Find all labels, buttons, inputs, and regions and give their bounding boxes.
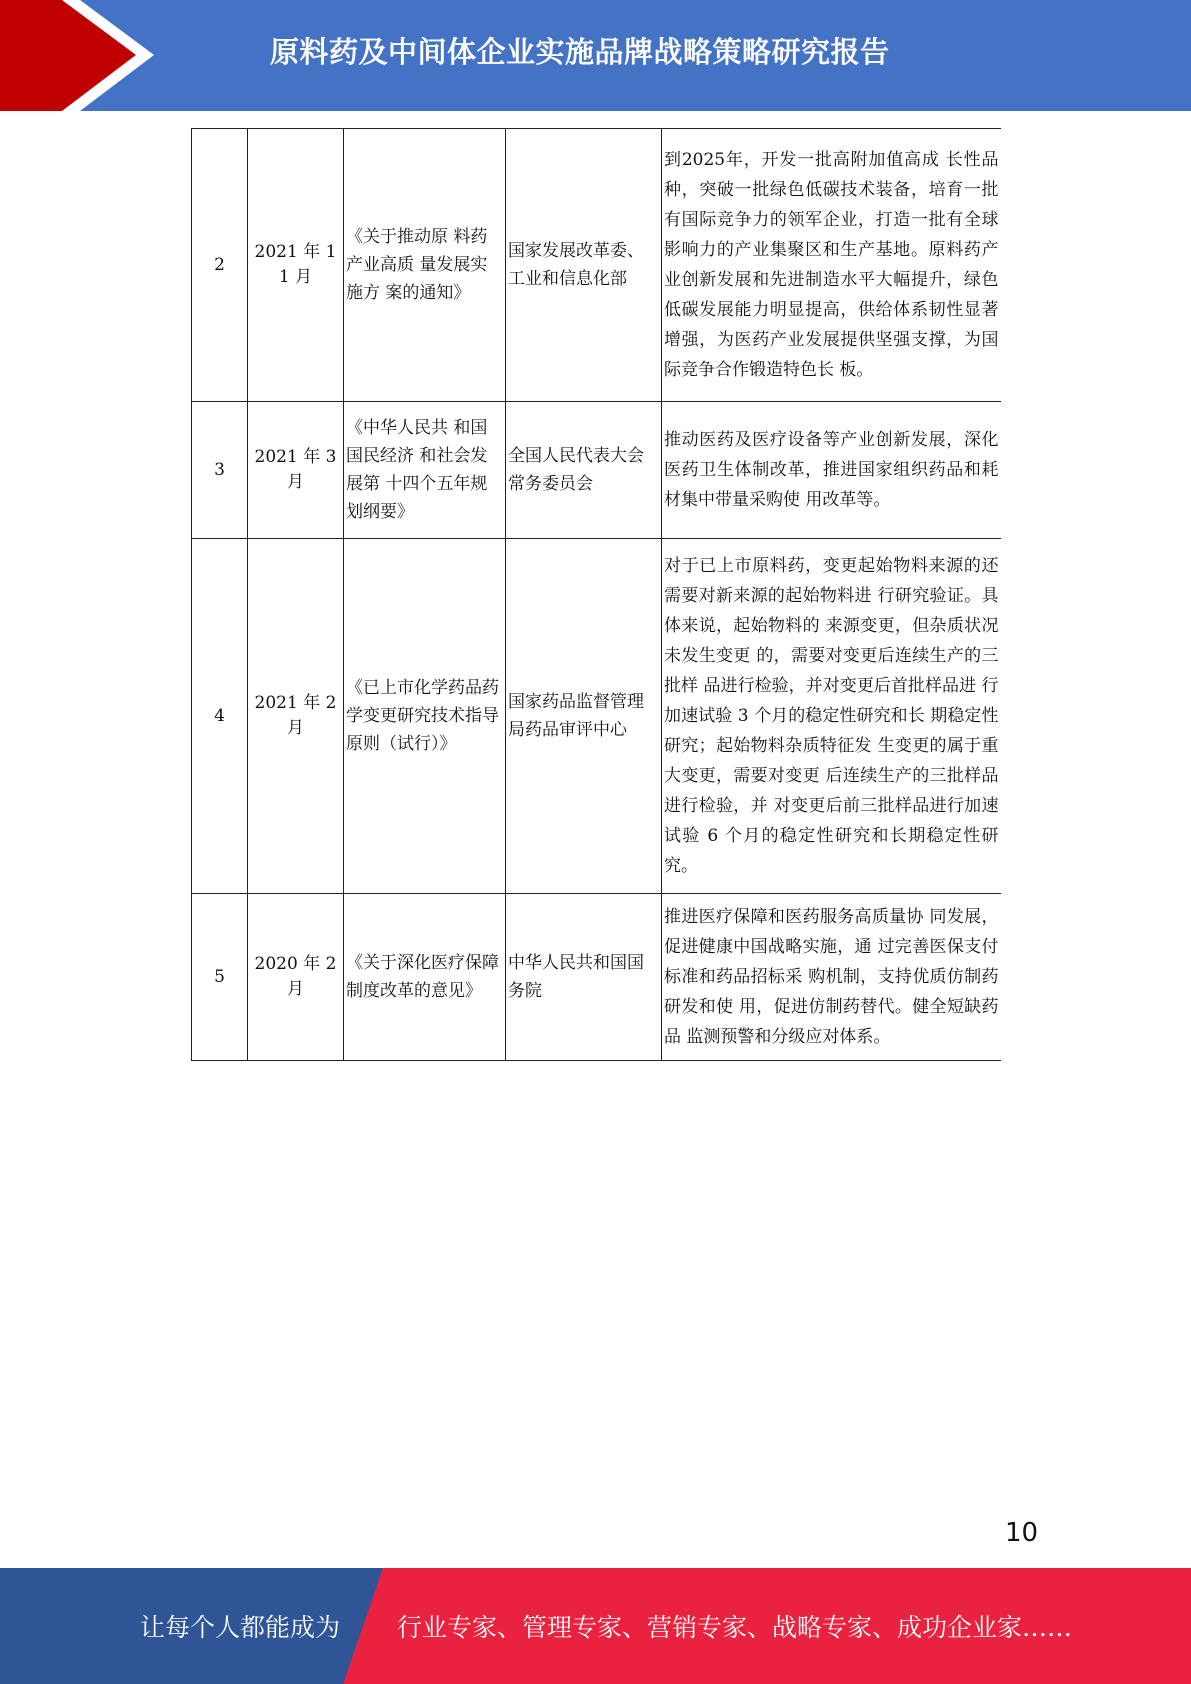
policy-content: 推动医药及医疗设备等产业创新发展，深化医药卫生体制改革，推进国家组织药品和耗材集中带量采购使 用改革等。 [662,402,1001,539]
issuing-agency: 全国人民代表大会常务委员会 [506,402,662,539]
policy-name: 《已上市化学药品药学变更研究技术指导原则（试行）》 [344,539,506,894]
policy-content: 对于已上市原料药，变更起始物料来源的还需要对新来源的起始物料进 行研究验证。具体来说，起始物料的 来源变更，但杂质状况未发生变更 的，需要对变更后连续生产的三批样 品进行检验，并对变更后首批样品进 行加速试验 3 个月的稳定性研究和长 期稳定性研究；起始物料杂质特征发 生变更的属于重大变更，需要对变更 后连续生产的三批样品进行检验，并 对变更后前三批样品进行加速试验 6 个月的稳定性研究和长期稳定性研 究。 [662,539,1001,894]
policy-name: 《关于深化医疗保障制度改革的意见》 [344,894,506,1061]
table-row [192,129,1001,402]
policy-name: 《关于推动原 料药产业高质 量发展实施方 案的通知》 [344,129,506,402]
table-row [192,402,1001,539]
issue-date: 2021 年 2 月 [248,539,344,894]
table-row [192,539,1001,894]
report-title: 原料药及中间体企业实施品牌战略策略研究报告 [270,34,890,69]
page-header [0,0,1191,111]
header-chevron-decoration [0,0,160,111]
row-number: 3 [192,402,248,539]
footer-slogan-right: 行业专家、管理专家、营销专家、战略专家、成功企业家…… [397,1613,1073,1642]
policy-name: 《中华人民共 和国国民经济 和社会发展第 十四个五年规 划纲要》 [344,402,506,539]
footer-slogan-left: 让每个人都能成为 [140,1613,341,1642]
row-number: 5 [192,894,248,1061]
policy-table [191,128,1001,1061]
issue-date: 2021 年 11 月 [248,129,344,402]
policy-content: 推进医疗保障和医药服务高质量协 同发展，促进健康中国战略实施，通 过完善医保支付标准和药品招标采 购机制，支持优质仿制药研发和使 用，促进仿制药替代。健全短缺药品 监测预警和分级应对体系。 [662,894,1001,1061]
page-number: 10 [1005,1518,1039,1548]
issuing-agency: 中华人民共和国国务院 [506,894,662,1061]
row-number: 4 [192,539,248,894]
policy-content: 到2025年，开发一批高附加值高成 长性品种，突破一批绿色低碳技术装备，培育一批有国际竞争力的领军企业，打造一批有全球影响力的产业集聚区和生产基地。原料药产业创新发展和先进制造水平大幅提升，绿色低碳发展能力明显提高，供给体系韧性显著增强，为医药产业发展提供坚强支撑，为国际竞争合作锻造特色长 板。 [662,129,1001,402]
issuing-agency: 国家发展改革委、工业和信息化部 [506,129,662,402]
table-row [192,894,1001,1061]
issuing-agency: 国家药品监督管理局药品审评中心 [506,539,662,894]
row-number: 2 [192,129,248,402]
issue-date: 2021 年 3 月 [248,402,344,539]
page-footer [0,1568,1191,1684]
issue-date: 2020 年 2 月 [248,894,344,1061]
